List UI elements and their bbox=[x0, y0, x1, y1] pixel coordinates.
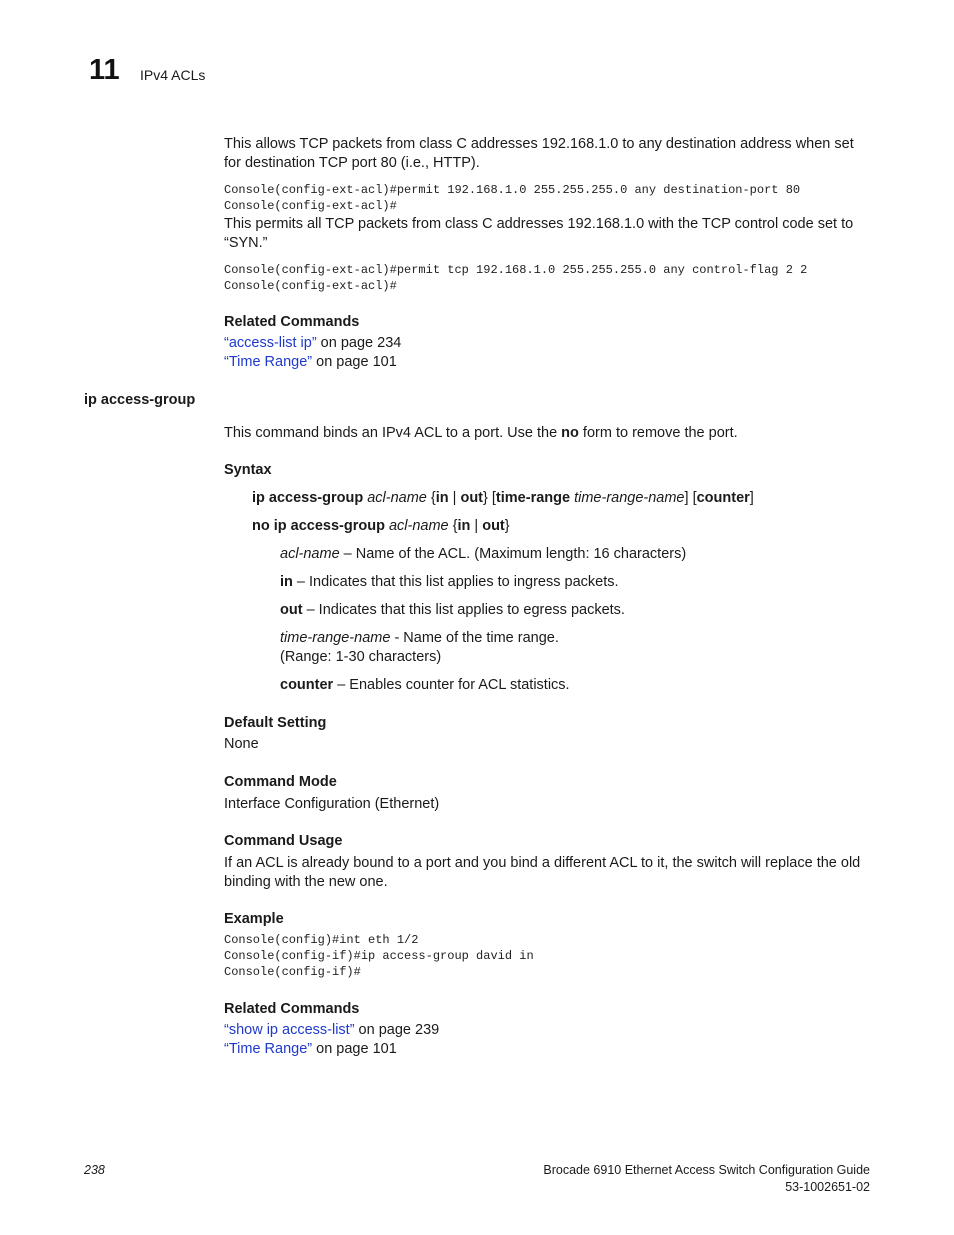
page-number: 238 bbox=[84, 1163, 105, 1177]
related-command-item bbox=[224, 1021, 439, 1040]
parameter-item: time-range-name - Name of the time range. bbox=[280, 630, 559, 646]
intro-paragraph-1: This allows TCP packets from class C addresses 192.168.1.0 to any destination address when set for destination TCP port 80 (i.e., HTTP). bbox=[224, 136, 854, 171]
page-ref: on page 239 bbox=[354, 1022, 440, 1038]
intro-paragraph-2: This permits all TCP packets from class C addresses 192.168.1.0 with the TCP control code set to “SYN.” bbox=[224, 216, 854, 251]
section-heading: Default Setting bbox=[224, 715, 327, 731]
code-line: Console(config-ext-acl)# bbox=[224, 199, 397, 213]
command-description: This command binds an IPv4 ACL to a port. Use the no form to remove the port. bbox=[224, 425, 738, 441]
page-ref: on page 101 bbox=[312, 354, 397, 370]
code-line: Console(config-if)# bbox=[224, 965, 361, 979]
related-command-item bbox=[224, 334, 401, 353]
code-line: Console(config-if)#ip access-group david in bbox=[224, 949, 534, 963]
page-ref: on page 101 bbox=[312, 1041, 397, 1057]
section-heading: Example bbox=[224, 911, 284, 927]
parameter-range: (Range: 1-30 characters) bbox=[280, 649, 442, 665]
guide-title: Brocade 6910 Ethernet Access Switch Configuration Guide bbox=[543, 1163, 870, 1177]
show-ip-access-list-link[interactable]: “show ip access-list” bbox=[224, 1022, 355, 1038]
code-line: Console(config-ext-acl)# bbox=[224, 279, 397, 293]
parameter-item: acl-name – Name of the ACL. (Maximum length: 16 characters) bbox=[280, 546, 687, 562]
related-command-item bbox=[224, 353, 397, 372]
command-name-heading: ip access-group bbox=[84, 392, 196, 408]
time-range-link[interactable]: “Time Range” bbox=[224, 354, 313, 370]
code-line: Console(config-ext-acl)#permit 192.168.1.0 255.255.255.0 any destination-port 80 bbox=[224, 183, 801, 197]
document-number: 53-1002651-02 bbox=[785, 1180, 870, 1194]
syntax-line: no ip access-group acl-name {in | out} bbox=[252, 518, 510, 534]
parameter-item: in – Indicates that this list applies to ingress packets. bbox=[280, 574, 619, 590]
default-setting-value: None bbox=[224, 736, 259, 752]
section-heading: Syntax bbox=[224, 462, 272, 478]
chapter-title: IPv4 ACLs bbox=[140, 67, 206, 83]
section-heading: Related Commands bbox=[224, 1001, 360, 1017]
section-heading: Command Mode bbox=[224, 774, 337, 790]
access-list-ip-link[interactable]: “access-list ip” bbox=[224, 335, 317, 351]
parameter-item: counter – Enables counter for ACL statistics. bbox=[280, 677, 570, 693]
page-ref: on page 234 bbox=[316, 335, 402, 351]
related-command-item bbox=[224, 1040, 397, 1059]
parameter-item: out – Indicates that this list applies to egress packets. bbox=[280, 602, 625, 618]
code-line: Console(config)#int eth 1/2 bbox=[224, 933, 419, 947]
section-heading: Related Commands bbox=[224, 314, 360, 330]
chapter-number: 11 bbox=[89, 54, 120, 86]
syntax-line: ip access-group acl-name {in | out} [time-range time-range-name] [counter] bbox=[252, 490, 754, 506]
time-range-link[interactable]: “Time Range” bbox=[224, 1041, 313, 1057]
section-heading: Command Usage bbox=[224, 833, 343, 849]
command-usage-text: If an ACL is already bound to a port and you bind a different ACL to it, the switch will replace the old binding with the new one. bbox=[224, 855, 861, 890]
command-mode-value: Interface Configuration (Ethernet) bbox=[224, 796, 440, 812]
code-line: Console(config-ext-acl)#permit tcp 192.168.1.0 255.255.255.0 any control-flag 2 2 bbox=[224, 263, 808, 277]
